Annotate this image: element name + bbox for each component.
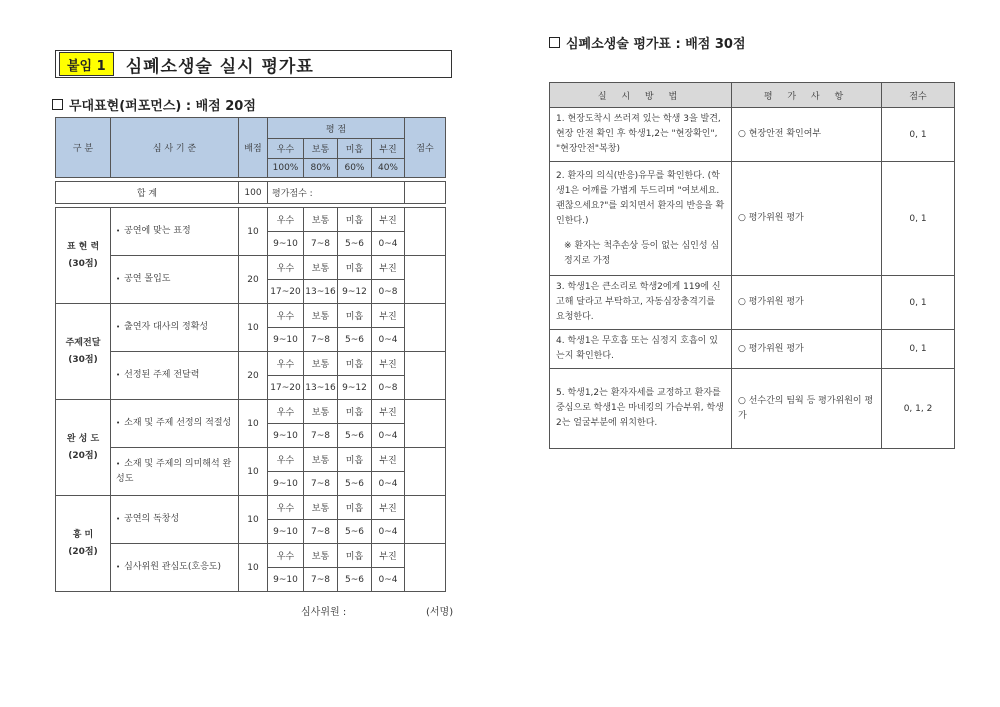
criteria-points: 20 bbox=[239, 352, 268, 400]
grade-label: 부진 bbox=[372, 496, 405, 520]
header-eval: 평 점 bbox=[268, 118, 405, 139]
grade-label: 보통 bbox=[304, 544, 338, 568]
score-values: 0, 1 bbox=[882, 330, 955, 369]
grade-label: 미흡 bbox=[338, 256, 372, 280]
grade-range: 9~12 bbox=[338, 280, 372, 304]
criteria-points: 10 bbox=[239, 448, 268, 496]
grade-range: 13~16 bbox=[304, 280, 338, 304]
grade-range: 9~10 bbox=[268, 232, 304, 256]
header-score: 점수 bbox=[405, 118, 446, 178]
header-points: 배점 bbox=[239, 118, 268, 178]
score-cell[interactable] bbox=[405, 256, 446, 304]
method-cell bbox=[550, 369, 732, 449]
bullet-icon: • bbox=[116, 227, 121, 235]
header-grade: 미흡 bbox=[338, 139, 372, 159]
left-section-heading: 무대표현(퍼포먼스) : 배점 20점 bbox=[52, 95, 256, 114]
attachment-tag: 붙임 1 bbox=[59, 52, 114, 76]
header-grade-pct: 100% bbox=[268, 159, 304, 178]
header-grade-pct: 40% bbox=[372, 159, 405, 178]
grade-label: 우수 bbox=[268, 400, 304, 424]
grade-range: 9~10 bbox=[268, 424, 304, 448]
score-values: 0, 1 bbox=[882, 162, 955, 276]
grade-label: 미흡 bbox=[338, 496, 372, 520]
category-cell bbox=[56, 400, 111, 496]
score-cell[interactable] bbox=[405, 208, 446, 256]
cpr-evaluation-table bbox=[549, 82, 955, 449]
grade-label: 우수 bbox=[268, 208, 304, 232]
criteria-text: 공연에 맞는 표정 bbox=[124, 226, 191, 236]
category-cell bbox=[56, 304, 111, 400]
criteria-cell bbox=[111, 208, 239, 256]
bullet-icon: • bbox=[116, 323, 121, 331]
grade-range: 7~8 bbox=[304, 232, 338, 256]
score-cell[interactable] bbox=[405, 544, 446, 592]
category-name: 완 성 도 bbox=[66, 433, 100, 444]
criteria-text: 공연의 독창성 bbox=[124, 514, 180, 524]
score-cell[interactable] bbox=[405, 400, 446, 448]
grade-range: 5~6 bbox=[338, 520, 372, 544]
category-sub: (20점) bbox=[68, 450, 98, 461]
grade-range: 0~8 bbox=[372, 376, 405, 400]
criteria-row bbox=[56, 448, 446, 472]
bullet-icon: • bbox=[116, 563, 121, 571]
header-grade: 보통 bbox=[304, 139, 338, 159]
grade-label: 우수 bbox=[268, 304, 304, 328]
score-cell[interactable] bbox=[405, 448, 446, 496]
criteria-row bbox=[56, 400, 446, 424]
method-note: ※ 환자는 척추손상 등이 없는 심인성 심정지로 가정 bbox=[564, 240, 720, 266]
grade-label: 부진 bbox=[372, 304, 405, 328]
header-grade-pct: 80% bbox=[304, 159, 338, 178]
method-cell bbox=[550, 162, 732, 276]
cpr-row bbox=[550, 108, 955, 162]
right-section-heading: 심폐소생술 평가표 : 배점 30점 bbox=[549, 33, 746, 52]
header-items: 평 가 사 항 bbox=[732, 83, 882, 108]
grade-label: 보통 bbox=[304, 448, 338, 472]
grade-range: 13~16 bbox=[304, 376, 338, 400]
grade-range: 5~6 bbox=[338, 328, 372, 352]
grade-range: 0~4 bbox=[372, 568, 405, 592]
grade-label: 미흡 bbox=[338, 352, 372, 376]
header-grade: 부진 bbox=[372, 139, 405, 159]
total-row bbox=[56, 182, 446, 204]
grade-range: 7~8 bbox=[304, 424, 338, 448]
category-sub: (30점) bbox=[68, 258, 98, 269]
category-cell bbox=[56, 208, 111, 304]
grade-range: 0~4 bbox=[372, 328, 405, 352]
bullet-icon: • bbox=[116, 275, 121, 283]
grade-range: 7~8 bbox=[304, 472, 338, 496]
performance-score-table bbox=[55, 117, 446, 592]
checkbox-square-icon bbox=[549, 37, 560, 48]
grade-range: 9~10 bbox=[268, 328, 304, 352]
method-text: 5. 학생1,2는 환자자세를 교정하고 환자를 중심으로 학생1은 마네킹의 가슴부위, 학생2는 얼굴부분에 위치한다. bbox=[556, 388, 724, 428]
bullet-icon: • bbox=[116, 419, 121, 427]
eval-item: ○ 선수간의 팀웍 등 평가위원이 평가 bbox=[732, 369, 882, 449]
eval-item: ○ 평가위원 평가 bbox=[732, 276, 882, 330]
criteria-points: 10 bbox=[239, 400, 268, 448]
cpr-row bbox=[550, 162, 955, 276]
grade-range: 9~10 bbox=[268, 520, 304, 544]
grade-range: 17~20 bbox=[268, 280, 304, 304]
criteria-row bbox=[56, 496, 446, 520]
grade-label: 우수 bbox=[268, 352, 304, 376]
grade-range: 17~20 bbox=[268, 376, 304, 400]
criteria-row bbox=[56, 256, 446, 280]
checkbox-square-icon bbox=[52, 99, 63, 110]
total-score-cell[interactable] bbox=[405, 182, 446, 204]
method-cell bbox=[550, 276, 732, 330]
eval-item: ○ 평가위원 평가 bbox=[732, 162, 882, 276]
grade-range: 0~4 bbox=[372, 472, 405, 496]
grade-label: 우수 bbox=[268, 448, 304, 472]
criteria-cell bbox=[111, 304, 239, 352]
criteria-text: 선정된 주제 전달력 bbox=[124, 370, 200, 380]
grade-label: 부진 bbox=[372, 544, 405, 568]
category-name: 흥 미 bbox=[72, 529, 94, 540]
grade-label: 부진 bbox=[372, 400, 405, 424]
method-cell bbox=[550, 108, 732, 162]
grade-label: 보통 bbox=[304, 256, 338, 280]
criteria-text: 심사위원 관심도(호응도) bbox=[124, 562, 221, 572]
grade-range: 0~8 bbox=[372, 280, 405, 304]
grade-range: 0~4 bbox=[372, 520, 405, 544]
total-eval-label: 평가점수 : bbox=[268, 182, 405, 204]
grade-label: 보통 bbox=[304, 400, 338, 424]
document-title-box bbox=[55, 50, 452, 78]
grade-range: 9~10 bbox=[268, 472, 304, 496]
category-name: 주제전달 bbox=[65, 337, 101, 348]
criteria-points: 10 bbox=[239, 496, 268, 544]
cpr-row bbox=[550, 276, 955, 330]
grade-label: 부진 bbox=[372, 448, 405, 472]
score-cell[interactable] bbox=[405, 496, 446, 544]
bullet-icon: • bbox=[116, 371, 121, 379]
grade-label: 보통 bbox=[304, 304, 338, 328]
grade-label: 우수 bbox=[268, 544, 304, 568]
score-values: 0, 1, 2 bbox=[882, 369, 955, 449]
criteria-row bbox=[56, 304, 446, 328]
method-text: 4. 학생1은 무호흡 또는 심정지 호흡이 있는지 확인한다. bbox=[556, 336, 718, 361]
grade-label: 보통 bbox=[304, 208, 338, 232]
criteria-text: 공연 몰입도 bbox=[124, 274, 171, 284]
grade-label: 미흡 bbox=[338, 400, 372, 424]
grade-label: 보통 bbox=[304, 352, 338, 376]
grade-label: 부진 bbox=[372, 256, 405, 280]
grade-label: 미흡 bbox=[338, 304, 372, 328]
criteria-cell bbox=[111, 448, 239, 496]
bullet-icon: • bbox=[116, 459, 121, 468]
grade-range: 7~8 bbox=[304, 568, 338, 592]
header-grade-pct: 60% bbox=[338, 159, 372, 178]
category-sub: (20점) bbox=[68, 546, 98, 557]
grade-label: 미흡 bbox=[338, 544, 372, 568]
grade-label: 미흡 bbox=[338, 448, 372, 472]
grade-range: 5~6 bbox=[338, 472, 372, 496]
grade-range: 0~4 bbox=[372, 232, 405, 256]
grade-range: 5~6 bbox=[338, 424, 372, 448]
grade-range: 5~6 bbox=[338, 232, 372, 256]
grade-label: 보통 bbox=[304, 496, 338, 520]
category-sub: (30점) bbox=[68, 354, 98, 365]
header-category: 구 분 bbox=[56, 118, 111, 178]
criteria-points: 10 bbox=[239, 304, 268, 352]
eval-item: ○ 평가위원 평가 bbox=[732, 330, 882, 369]
signature-sign: (서명) bbox=[426, 607, 454, 618]
grade-range: 7~8 bbox=[304, 520, 338, 544]
grade-label: 부진 bbox=[372, 208, 405, 232]
criteria-cell bbox=[111, 496, 239, 544]
category-cell bbox=[56, 496, 111, 592]
document-title: 심폐소생술 실시 평가표 bbox=[125, 56, 314, 77]
grade-range: 7~8 bbox=[304, 328, 338, 352]
grade-range: 9~12 bbox=[338, 376, 372, 400]
grade-label: 우수 bbox=[268, 256, 304, 280]
criteria-text: 출연자 대사의 정확성 bbox=[124, 322, 209, 332]
score-cell[interactable] bbox=[405, 352, 446, 400]
eval-item: ○ 현장안전 확인여부 bbox=[732, 108, 882, 162]
criteria-points: 20 bbox=[239, 256, 268, 304]
score-values: 0, 1 bbox=[882, 108, 955, 162]
grade-label: 부진 bbox=[372, 352, 405, 376]
grade-range: 0~4 bbox=[372, 424, 405, 448]
criteria-cell bbox=[111, 352, 239, 400]
header-method: 실 시 방 법 bbox=[550, 83, 732, 108]
grade-range: 5~6 bbox=[338, 568, 372, 592]
cpr-row bbox=[550, 369, 955, 449]
signature-label: 심사위원 : bbox=[301, 607, 347, 618]
criteria-cell bbox=[111, 544, 239, 592]
grade-label: 미흡 bbox=[338, 208, 372, 232]
category-name: 표 현 력 bbox=[66, 241, 100, 252]
header-grade: 우수 bbox=[268, 139, 304, 159]
cpr-row bbox=[550, 330, 955, 369]
criteria-row bbox=[56, 544, 446, 568]
criteria-cell bbox=[111, 256, 239, 304]
grade-range: 9~10 bbox=[268, 568, 304, 592]
method-text: 2. 환자의 의식(반응)유무를 확인한다. (학생1은 어깨를 가볍게 두드리며 "여보세요. 괜찮으세요?"를 외치면서 환자의 반응을 확인한다.) bbox=[556, 170, 725, 226]
criteria-row bbox=[56, 208, 446, 232]
grade-label: 우수 bbox=[268, 496, 304, 520]
criteria-text: 소재 및 주제 선정의 적절성 bbox=[124, 418, 232, 428]
criteria-points: 10 bbox=[239, 208, 268, 256]
criteria-row bbox=[56, 352, 446, 376]
method-cell bbox=[550, 330, 732, 369]
criteria-text: 소재 및 주제의 의미해석 완성도 bbox=[116, 458, 232, 484]
score-values: 0, 1 bbox=[882, 276, 955, 330]
criteria-cell bbox=[111, 400, 239, 448]
total-label: 합 계 bbox=[56, 182, 239, 204]
criteria-points: 10 bbox=[239, 544, 268, 592]
bullet-icon: • bbox=[116, 515, 121, 523]
header-criteria: 심 사 기 준 bbox=[111, 118, 239, 178]
header-score: 점수 bbox=[882, 83, 955, 108]
score-cell[interactable] bbox=[405, 304, 446, 352]
total-points: 100 bbox=[239, 182, 268, 204]
method-text: 3. 학생1은 큰소리로 학생2에게 119에 신고해 달라고 부탁하고, 자동심장충격기를 요청한다. bbox=[556, 282, 721, 322]
method-text: 1. 현장도착시 쓰러져 있는 학생 3을 발견, 현장 안전 확인 후 학생1,2는 "현장확인", "현장안전"복창) bbox=[556, 114, 721, 154]
